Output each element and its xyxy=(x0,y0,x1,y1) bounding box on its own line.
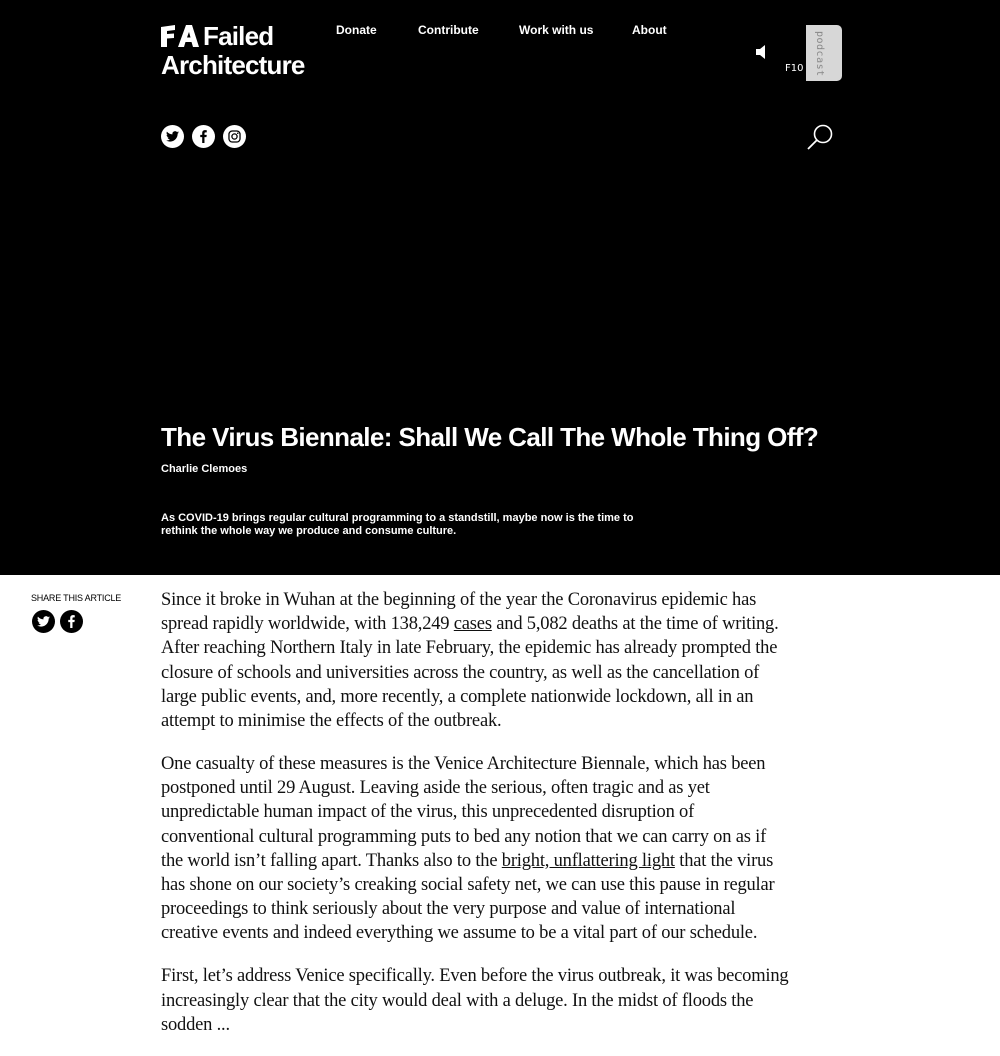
twitter-icon xyxy=(166,131,179,142)
instagram-link[interactable] xyxy=(223,125,246,148)
paragraph-text: Since it broke in Wuhan at the beginning of the year the Coronavirus epidemic has spread rapidly worldwide, with 138,249 xyxy=(161,590,757,635)
share-twitter-button[interactable] xyxy=(32,610,55,633)
podcast-tab[interactable] xyxy=(806,25,842,81)
site-logo[interactable] xyxy=(161,22,305,80)
twitter-icon xyxy=(37,616,50,627)
nav-contribute[interactable]: Contribute xyxy=(418,23,479,37)
share-facebook-button[interactable] xyxy=(60,610,83,633)
article-paragraph xyxy=(161,588,791,733)
instagram-icon xyxy=(228,130,241,143)
article-body xyxy=(161,588,791,1056)
bright-unflattering-light-link[interactable]: bright, unflattering light xyxy=(501,850,675,871)
cases-link[interactable]: cases xyxy=(453,614,492,635)
article-lede: As COVID-19 brings regular cultural programming to a standstill, maybe now is the time to rethink the whole way we produce and consume culture. xyxy=(161,512,634,537)
speaker-icon[interactable] xyxy=(754,44,768,60)
logo-text-line1: Failed xyxy=(203,21,274,51)
facebook-icon xyxy=(68,615,75,628)
search-icon[interactable] xyxy=(806,123,834,151)
article-paragraph: First, let’s address Venice specifically. Even before the virus outbreak, it was becoming increasingly clear that the city would deal with a deluge. In the midst of floods the sodden ... xyxy=(161,966,789,1035)
audio-label: F10 xyxy=(785,63,804,74)
facebook-icon xyxy=(200,130,207,143)
twitter-link[interactable] xyxy=(161,125,184,148)
logo-text-line2: Architecture xyxy=(161,50,305,80)
podcast-label: podcast xyxy=(814,31,825,77)
article-title: The Virus Biennale: Shall We Call The Whole Thing Off? xyxy=(161,422,819,452)
nav-about[interactable]: About xyxy=(632,23,667,37)
article-paragraph xyxy=(161,752,791,946)
share-label: SHARE THIS ARTICLE xyxy=(31,593,122,603)
article-author[interactable]: Charlie Clemoes xyxy=(161,463,248,475)
facebook-link[interactable] xyxy=(192,125,215,148)
paragraph-text: and 5,082 deaths at the time of writing. After reaching Northern Italy in late February, the epidemic has already prompted the closure of schools and universities across the country, as well as the cancellation of large public events, and, more recently, a complete nationwide lockdown, all in an attempt to minimise the effects of the outbreak. xyxy=(161,614,779,732)
nav-work-with-us[interactable]: Work with us xyxy=(519,23,594,37)
paragraph-text: that the virus has shone on our society’s creaking social safety net, we can use this pause in regular proceedings to think seriously about the very purpose and value of international creative events and indeed everything we assume to be a vital part of our schedule. xyxy=(161,850,775,944)
nav-donate[interactable]: Donate xyxy=(336,23,377,37)
paragraph-text: One casualty of these measures is the Venice Architecture Biennale, which has been postponed until 29 August. Leaving aside the serious, often tragic and as yet unpredictable human impact of the virus, this unprecedented disruption of conventional cultural programming puts to bed any notion that we can carry on as if the world isn’t falling apart. Thanks also to the xyxy=(161,754,767,871)
fa-logo-icon xyxy=(161,25,199,47)
